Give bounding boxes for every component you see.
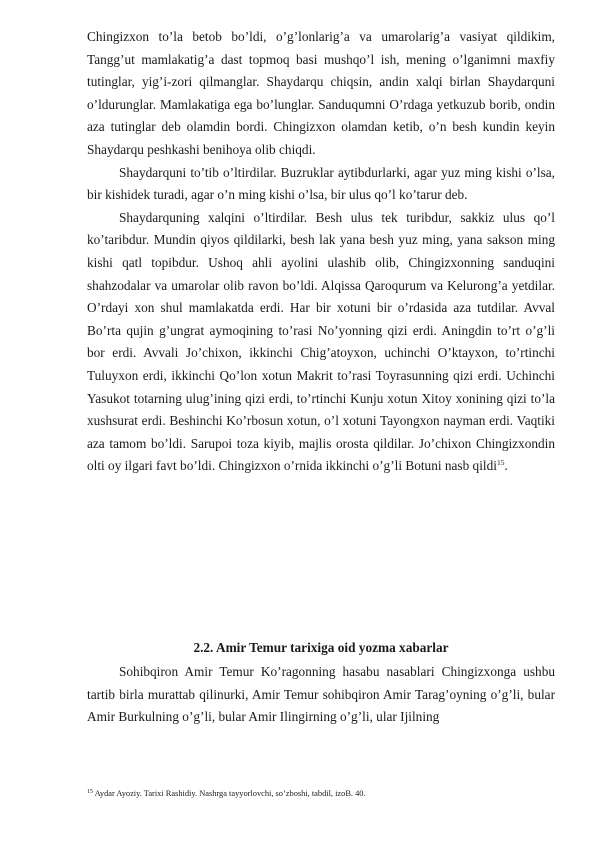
section-text [87, 661, 555, 729]
section-heading: 2.2. Amir Temur tarixiga oid yozma xabarlar [193, 640, 449, 655]
paragraph-1: Chingizxon to’la betob bo’ldi, o’g’lonlarig’a va umarolarig’a vasiyat qildikim, Tangg’ut mamlakatig’a dast topmoq basi mushqo’l ish, mening o’lganimni maxfiy tutinglar, yig’i-zori qilmanglar. Shaydarqu chiqsin, andin xalqi birlan Shaydarquni o’ldurunglar. Mamlakatiga ega bo’lunglar. Sanduqumni O’rdaga yetkuzub borib, ondin aza tutinglar deb olamdin bordi. Chingizxon olamdan ketib, o’n besh kundin keyin Shaydarqu peshkashi benihoya olib chiqdi. [87, 29, 555, 157]
section-paragraph: Sohibqiron Amir Temur Ko’ragonning hasabu nasablari Chingizxonga ushbu tartib birla murattab qilinurki, Amir Temur sohibqiron Amir Tarag’oyning o’g’li, bular Amir Burkulning o’g’li, bular Amir Ilingirning o’g’li, ular Ijilning [87, 664, 555, 725]
footnote-reference[interactable]: 15 [496, 458, 505, 468]
paragraph-3-end: . [504, 458, 508, 474]
footnote-number: 15 [87, 789, 93, 795]
paragraph-3 [87, 207, 555, 478]
paragraph-3-text: Shaydarquning xalqini o’ltirdilar. Besh ulus tek turibdur, sakkiz ulus qo’l ko’taribdur. Mundin qiyos qildilarki, besh lak yana besh yuz ming, yana sakson ming kishi qatl topibdur. Ushoq ahli ayolini ulashib olib, Chingizxonning sanduqini shahzodalar va umarolar olib ravon bo’ldi. Alqissa Qaroqurum va Kelurong’a yetdilar. O’rdayi xon shul mamlakatda erdi. Har bir xotuni bir o’rdasida aza tutdilar. Avval Bo’rta qujin g’ungrat aymoqining to’rasi No’yonning qizi erdi. Aningdin to’rt o’g’li bor erdi. Avvali Jo’chixon, ikkinchi Chig’atoyxon, uchinchi O’ktayxon, to’rtinchi Tuluyxon erdi, ikkinchi Qo’lon xotun Makrit to’rasi Toyrasunning qizi erdi. Uchinchi Yasukot totarning ulug’ining qizi erdi, to’rtinchi Kunju xotun Xitoy xonining qizi to’la xushsurat erdi. Beshinchi Ko’rbosun xotun, o’l xotuni Tayongxon nayman erdi. Vaqtiki aza tamom bo’ldi. Sarupoi toza kiyib, majlis orosta qildilar. Jo’chixon Chingizxondin olti oy ilgari favt bo’ldi. Chingizxon o’rnida ikkinchi o’g’li Botuni nasb qildi [87, 209, 555, 474]
footnote-text: Aydar Ayoziy. Tarixi Rashidiy. Nashrga tayyorlovchi, so’zboshi, tabdil, izoB. 40. [93, 789, 366, 798]
body-text [87, 26, 555, 478]
paragraph-2: Shaydarquni to’tib o’ltirdilar. Buzruklar aytibdurlarki, agar yuz ming kishi o’lsa, bir kishidek turadi, agar o’n ming kishi o’lsa, bir ulus qo’l ko’tarur deb. [87, 164, 555, 203]
footnote [87, 788, 555, 800]
